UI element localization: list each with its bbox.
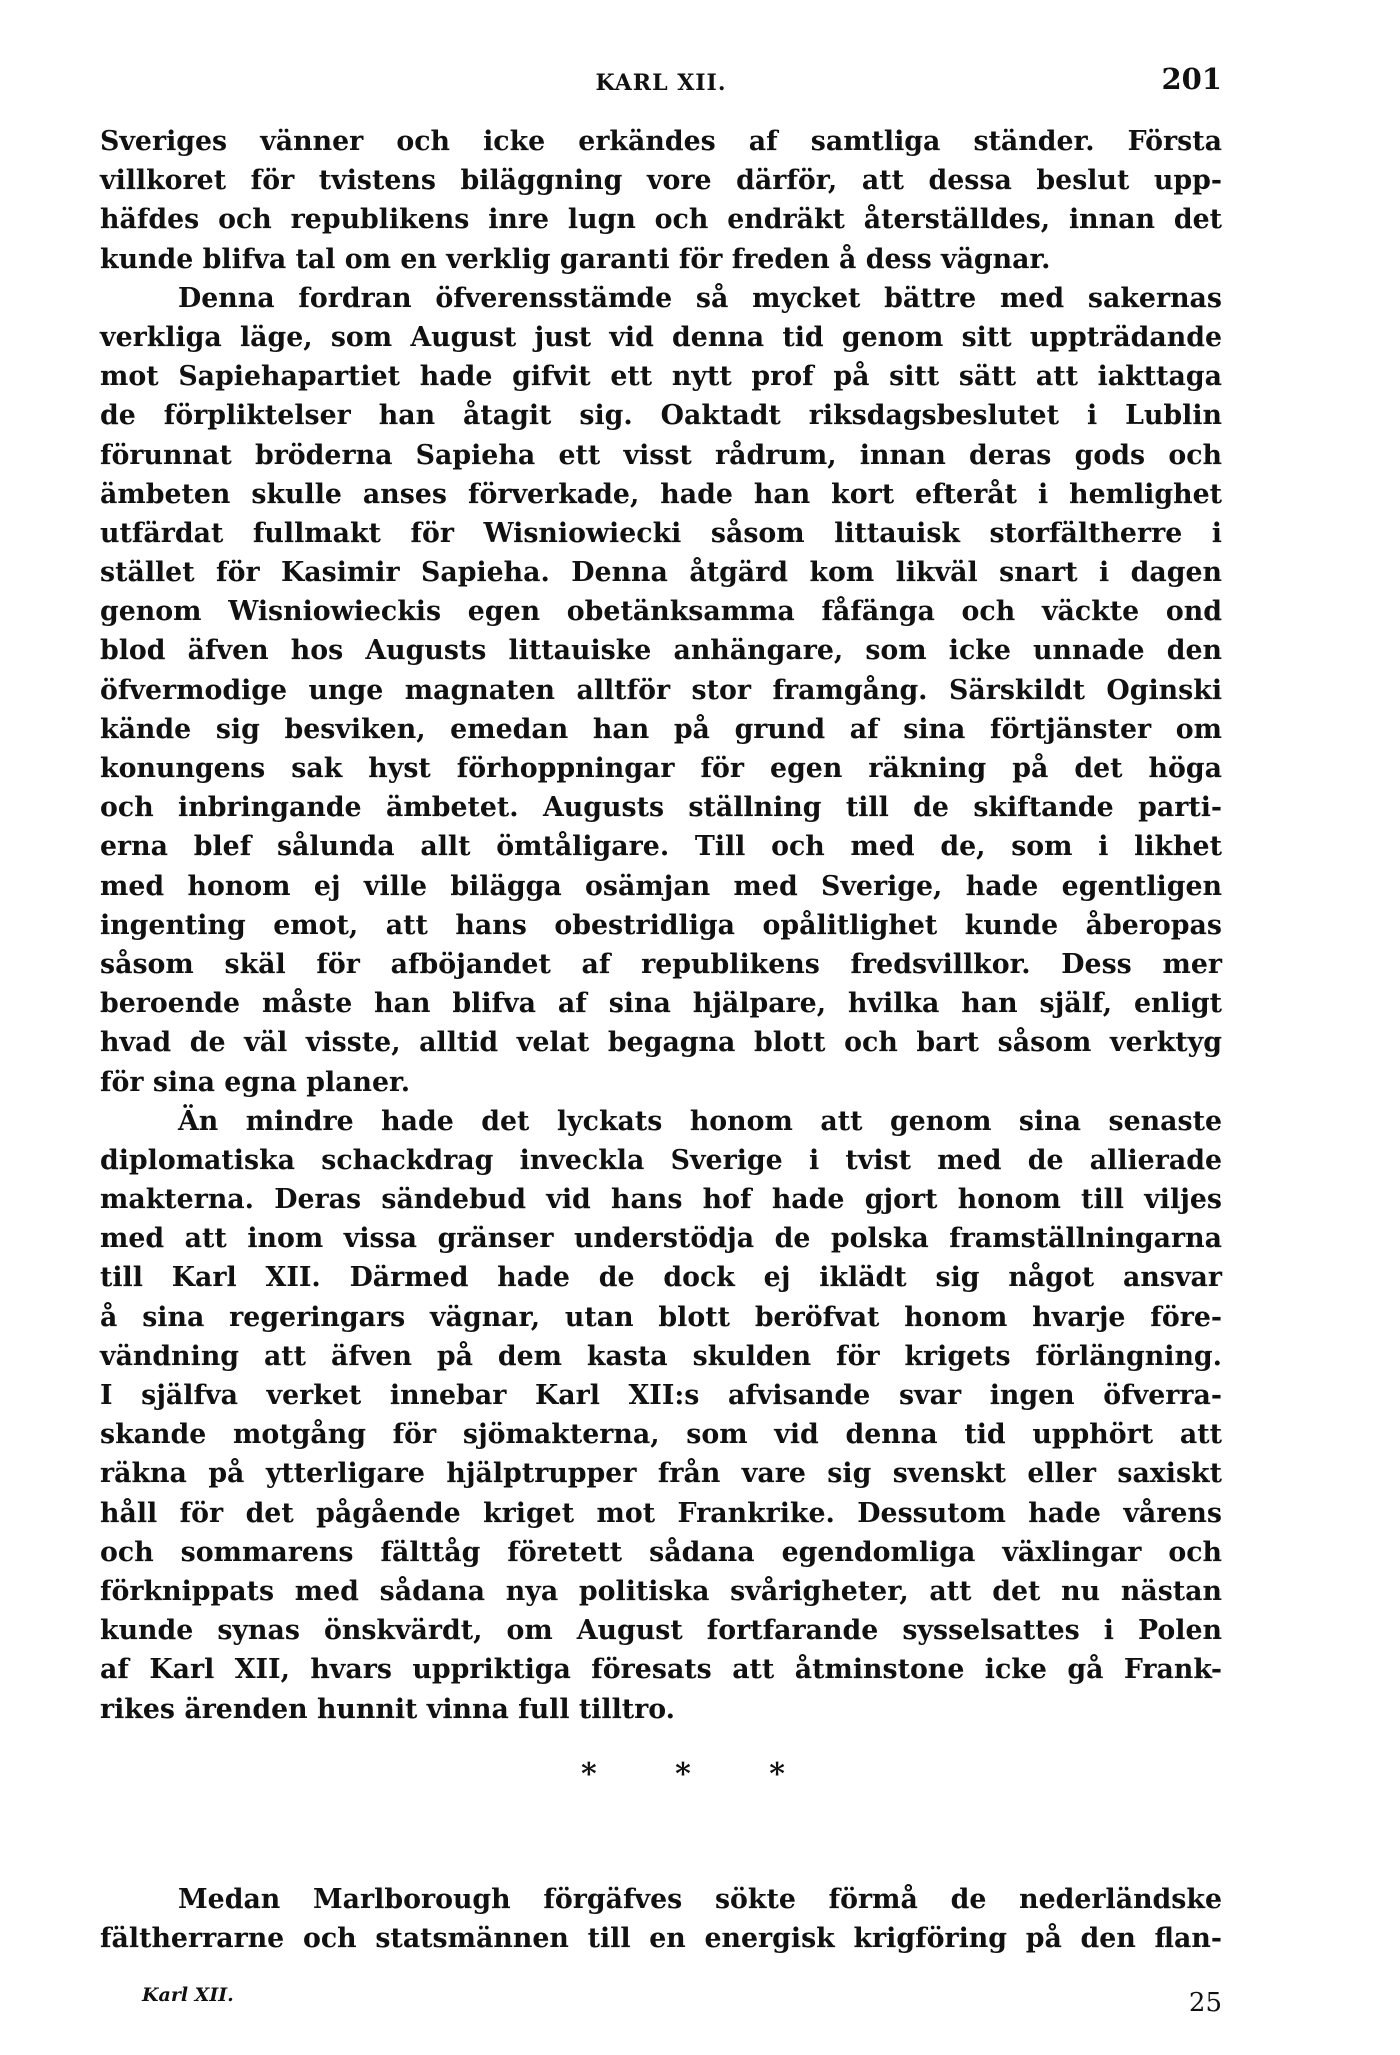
text-line: kände sig besviken, emedan han på grund af sina förtjänster om bbox=[100, 713, 1222, 745]
text-line: ämbeten skulle anses förverkade, hade han kort efteråt i hemlighet bbox=[100, 478, 1222, 510]
text-line: Medan Marlborough förgäfves sökte förmå de nederländske bbox=[178, 1884, 1222, 1915]
text-line: såsom skäl för afböjandet af republikens fredsvillkor. Dess mer bbox=[100, 948, 1222, 980]
text-line: genom Wisniowieckis egen obetänksamma fåfänga och väckte ond bbox=[100, 596, 1222, 628]
page-number: 201 bbox=[1161, 62, 1222, 96]
body-text bbox=[100, 122, 1222, 1729]
text-line: Än mindre hade det lyckats honom att genom sina senaste bbox=[178, 1105, 1222, 1137]
continuation-text bbox=[100, 1880, 1222, 1958]
text-line: beroende måste han blifva af sina hjälpare, hvilka han själf, enligt bbox=[100, 988, 1222, 1020]
text-line: ingenting emot, att hans obestridliga opålitlighet kunde åberopas bbox=[100, 909, 1222, 941]
text-line: till Karl XII. Därmed hade de dock ej iklädt sig något ansvar bbox=[100, 1262, 1222, 1294]
text-line: skande motgång för sjömakterna, som vid denna tid upphört att bbox=[100, 1419, 1222, 1451]
text-line: med honom ej ville bilägga osämjan med Sverige, hade egentligen bbox=[100, 870, 1222, 902]
text-line: och inbringande ämbetet. Augusts ställning till de skiftande parti- bbox=[100, 792, 1222, 824]
text-line: kunde synas önskvärdt, om August fortfarande sysselsattes i Polen bbox=[100, 1615, 1222, 1647]
page-header bbox=[100, 62, 1222, 102]
text-line: Denna fordran öfverensstämde så mycket bättre med sakernas bbox=[178, 282, 1222, 314]
text-line: I själfva verket innebar Karl XII:s afvisande svar ingen öfverra- bbox=[100, 1380, 1222, 1411]
text-line: och sommarens fälttåg företett sådana egendomliga växlingar och bbox=[100, 1536, 1222, 1568]
text-line: makterna. Deras sändebud vid hans hof hade gjort honom till viljes bbox=[100, 1184, 1222, 1216]
text-line: blod äfven hos Augusts littauiske anhängare, som icke unnade den bbox=[100, 635, 1222, 667]
text-line: öfvermodige unge magnaten alltför stor framgång. Särskildt Oginski bbox=[100, 674, 1222, 706]
page-footer bbox=[100, 1984, 1222, 2024]
text-line: erna blef sålunda allt ömtåligare. Till och med de, som i likhet bbox=[100, 831, 1222, 863]
text-line: villkoret för tvistens biläggning vore därför, att dessa beslut upp- bbox=[100, 165, 1222, 197]
text-line: verkliga läge, som August just vid denna tid genom sitt uppträdande bbox=[100, 321, 1222, 353]
text-line: af Karl XII, hvars uppriktiga föresats att åtminstone icke gå Frank- bbox=[100, 1654, 1222, 1686]
text-line: kunde blifva tal om en verklig garanti för freden å dess vägnar. bbox=[100, 243, 1051, 275]
text-line: vändning att äfven på dem kasta skulden för krigets förlängning. bbox=[100, 1340, 1222, 1372]
text-line: hvad de väl visste, alltid velat begagna blott och bart såsom verktyg bbox=[100, 1027, 1222, 1059]
signature-mark: Karl XII. bbox=[142, 1984, 234, 2006]
text-line: de förpliktelser han åtagit sig. Oaktadt riksdagsbeslutet i Lublin bbox=[100, 400, 1222, 432]
text-line: utfärdat fullmakt för Wisniowiecki såsom littauisk storfältherre i bbox=[100, 517, 1222, 549]
text-line: för sina egna planer. bbox=[100, 1066, 411, 1098]
text-line: fältherrarne och statsmännen till en energisk krigföring på den flan- bbox=[100, 1923, 1222, 1955]
text-line: å sina regeringars vägnar, utan blott beröfvat honom hvarje före- bbox=[100, 1301, 1222, 1333]
text-line: håll för det pågående kriget mot Frankrike. Dessutom hade vårens bbox=[100, 1497, 1222, 1529]
sheet-number: 25 bbox=[1188, 1988, 1222, 2018]
text-line: förknippats med sådana nya politiska svårigheter, att det nu nästan bbox=[100, 1575, 1222, 1607]
text-line: stället för Kasimir Sapieha. Denna åtgärd kom likväl snart i dagen bbox=[100, 557, 1222, 589]
section-separator: * * * bbox=[581, 1757, 819, 1792]
text-line: Sveriges vänner och icke erkändes af samtliga ständer. Första bbox=[100, 126, 1222, 157]
text-line: mot Sapiehapartiet hade gifvit ett nytt prof på sitt sätt att iakttaga bbox=[100, 361, 1222, 393]
running-head: KARL XII. bbox=[595, 70, 727, 96]
text-line: förunnat bröderna Sapieha ett visst rådrum, innan deras gods och bbox=[100, 439, 1222, 471]
text-line: diplomatiska schackdrag inveckla Sverige i tvist med de allierade bbox=[100, 1144, 1222, 1176]
text-line: räkna på ytterligare hjälptrupper från vare sig svenskt eller saxiskt bbox=[100, 1458, 1222, 1490]
text-line: rikes ärenden hunnit vinna full tilltro. bbox=[100, 1693, 676, 1725]
text-line: konungens sak hyst förhoppningar för egen räkning på det höga bbox=[100, 753, 1222, 784]
text-line: häfdes och republikens inre lugn och endräkt återställdes, innan det bbox=[100, 204, 1222, 236]
text-line: med att inom vissa gränser understödja de polska framställningarna bbox=[100, 1223, 1222, 1255]
